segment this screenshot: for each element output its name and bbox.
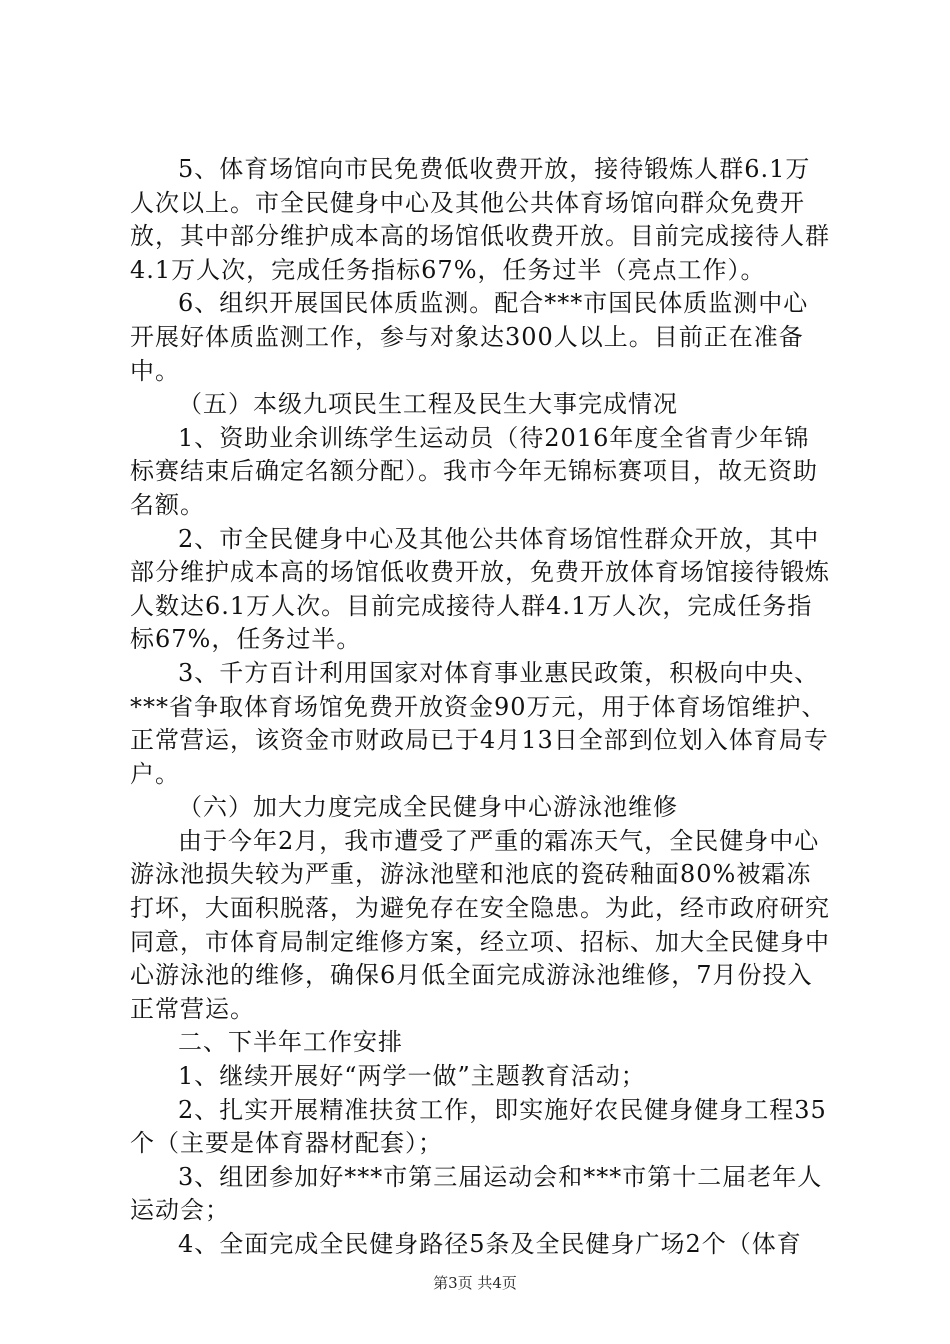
- paragraph-item-2-public-venues: 2、市全民健身中心及其他公共体育场馆性群众开放，其中部分维护成本高的场馆低收费开放，免费开放体育场馆接待锻炼人数达6.1万人次。目前完成接待人群4.1万人次，完成任务指标67%，任务过半。: [130, 524, 830, 654]
- paragraph-item-3-funding: 3、千方百计利用国家对体育事业惠民政策，积极向中央、***省争取体育场馆免费开放资金90万元，用于体育场馆维护、正常营运，该资金市财政局已于4月13日全部到位划入体育局专户。: [130, 658, 829, 788]
- section-heading-5: （五）本级九项民生工程及民生大事完成情况: [178, 390, 678, 419]
- paragraph-item-5-stadium-opening: 5、体育场馆向市民免费低收费开放，接待锻炼人群6.1万人次以上。市全民健身中心及其他公共体育场馆向群众免费开放，其中部分维护成本高的场馆低收费开放。目前完成接待人群4.1万人次，完成任务指标67%，任务过半（亮点工作）。: [130, 155, 830, 284]
- plan-item-4: 4、全面完成全民健身路径5条及全民健身广场2个（体育: [178, 1230, 802, 1258]
- paragraph-pool-repair: 由于今年2月，我市遭受了严重的霜冻天气，全民健身中心游泳池损失较为严重，游泳池壁和池底的瓷砖釉面80%被霜冻打坏，大面积脱落，为避免存在安全隐患。为此，经市政府研究同意，市体育局制定维修方案，经立项、招标、加大全民健身中心游泳池的维修，确保6月低全面完成游泳池维修，7月份投入正常营运。: [130, 826, 830, 1023]
- paragraph-item-1-athlete-subsidy: 1、资助业余训练学生运动员（待2016年度全省青少年锦标赛结束后确定名额分配）。我市今年无锦标赛项目，故无资助名额。: [130, 423, 818, 519]
- document-body: [130, 153, 830, 1262]
- section-heading-6: （六）加大力度完成全民健身中心游泳池维修: [178, 793, 678, 822]
- plan-item-1: 1、继续开展好“两学一做”主题教育活动；: [178, 1062, 646, 1091]
- page-number-footer: 第3页 共4页: [433, 1274, 517, 1292]
- plan-item-3: 3、组团参加好***市第三届运动会和***市第十二届老年人运动会；: [130, 1162, 823, 1225]
- section-heading-second-half-plan: 二、下半年工作安排: [178, 1028, 403, 1057]
- plan-item-2: 2、扎实开展精准扶贫工作，即实施好农民健身健身工程35个（主要是体育器材配套）；: [130, 1095, 827, 1158]
- paragraph-item-6-fitness-monitoring: 6、组织开展国民体质监测。配合***市国民体质监测中心开展好体质监测工作，参与对象达300人以上。目前正在准备中。: [130, 289, 809, 385]
